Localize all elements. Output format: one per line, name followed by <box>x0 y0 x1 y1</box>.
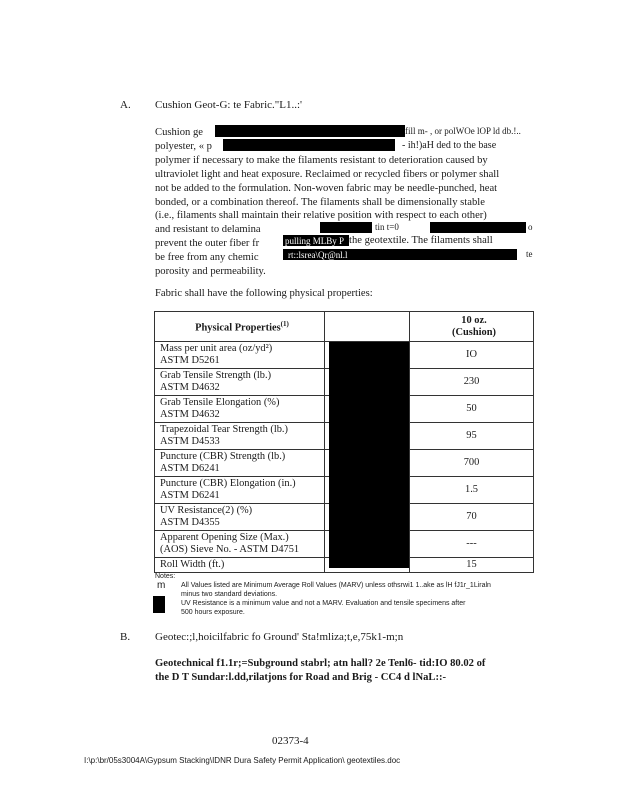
paragraph-line: prevent the outer fiber fr <box>155 238 260 250</box>
property-name-cell <box>155 369 325 396</box>
redaction-block <box>320 222 372 233</box>
note-marker: m <box>157 580 166 591</box>
paragraph-line: and resistant to delamina <box>155 224 261 236</box>
property-test-method: ASTM D4533 <box>160 436 220 447</box>
section-b-line: the D T Sundar:l.dd,rilatjons for Road and Brig - CC4 d lNaL::- <box>155 672 447 683</box>
paragraph-line: be free from any chemic <box>155 252 259 264</box>
property-name: Grab Tensile Elongation (%) <box>160 397 280 408</box>
property-name-cell <box>155 504 325 531</box>
header-spacer <box>325 312 410 342</box>
property-value: IO <box>410 342 534 369</box>
note-line: 500 hours exposure. <box>181 609 245 616</box>
footer-file-path: I:\p:\br/05s3004A\Gypsum Stacking\IDNR Dura Safety Permit Application\ geotextiles.doc <box>84 756 401 765</box>
ocr-fragment: rt::lsrea\Qr@nl.l <box>288 250 348 260</box>
property-test-method: ASTM D4632 <box>160 382 220 393</box>
property-value: 95 <box>410 423 534 450</box>
ocr-fragment: tin t=0 <box>375 222 399 232</box>
property-name-cell <box>155 423 325 450</box>
paragraph-line: polyester, « p <box>155 140 212 152</box>
property-value: 1.5 <box>410 477 534 504</box>
section-a-title: Cushion Geot-G: te Fabric."L1..:' <box>155 99 303 111</box>
properties-intro: Fabric shall have the following physical properties: <box>155 288 373 299</box>
property-value: 15 <box>410 558 534 573</box>
paragraph-line: Cushion ge <box>155 127 203 138</box>
ocr-fragment: the geotextile. The filaments shall <box>349 235 493 246</box>
property-name-cell <box>155 342 325 369</box>
ocr-fragment: - ih!)aH ded to the base <box>402 140 497 151</box>
property-value: 700 <box>410 450 534 477</box>
ocr-fragment: pulling MLBy P <box>285 236 345 246</box>
property-name-cell <box>155 477 325 504</box>
page-number: 02373-4 <box>272 735 309 747</box>
property-name: Roll Width (ft.) <box>160 559 225 570</box>
ocr-fragment: te <box>526 249 533 259</box>
paragraph-line: bonded, or a combination thereof. The filaments shall be dimensionally stable <box>155 196 485 208</box>
section-a-letter: A. <box>120 99 131 111</box>
property-name: Apparent Opening Size (Max.) <box>160 532 289 543</box>
property-name: Mass per unit area (oz/yd²) <box>160 343 273 354</box>
property-test-method: ASTM D6241 <box>160 490 220 501</box>
notes-label: Notes: <box>155 573 176 580</box>
ocr-fragment: o <box>528 222 533 232</box>
redaction-block <box>329 342 409 568</box>
property-name: Trapezoidal Tear Strength (lb.) <box>160 424 288 435</box>
header-cushion: 10 oz. (Cushion) <box>410 312 534 342</box>
property-value: 230 <box>410 369 534 396</box>
section-b-letter: B. <box>120 631 131 643</box>
property-name-cell <box>155 396 325 423</box>
redaction-block <box>153 596 165 613</box>
paragraph-line: ultraviolet light and heat exposure. Reclaimed or recycled fibers or polymer shall <box>155 168 500 180</box>
header-physical-properties: Physical Properties$^{(1)}$ <box>155 312 325 342</box>
redaction-block <box>223 139 395 151</box>
table-header-row <box>155 312 534 342</box>
property-name-cell <box>155 450 325 477</box>
paragraph-line: not be added to the formulation. Non-woven fabric may be needle-punched, heat <box>155 182 498 194</box>
property-test-method: ASTM D6241 <box>160 463 220 474</box>
section-b-title: Geotec:;l,hoicilfabric fo Ground' Sta!mliza;t,e,75k1-m;n <box>155 631 404 643</box>
property-value: 50 <box>410 396 534 423</box>
note-line: minus two standard deviations. <box>181 591 278 598</box>
paragraph-line: polymer if necessary to make the filaments resistant to deterioration caused by <box>155 154 488 166</box>
property-name: Puncture (CBR) Strength (lb.) <box>160 451 286 462</box>
note-line: UV Resistance is a minimum value and not a MARV. Evaluation and tensile specimens after <box>181 600 466 607</box>
redaction-block <box>430 222 526 233</box>
property-name-cell <box>155 531 325 558</box>
note-line: All Values listed are Minimum Average Roll Values (MARV) unless othsrwi1 1..ake as lH fJ1r_1Liraln <box>181 582 491 589</box>
property-test-method: ASTM D5261 <box>160 355 220 366</box>
property-test-method: ASTM D4632 <box>160 409 220 420</box>
property-value: --- <box>410 531 534 558</box>
property-name: Grab Tensile Strength (lb.) <box>160 370 272 381</box>
property-name: Puncture (CBR) Elongation (in.) <box>160 478 296 489</box>
paragraph-line: porosity and permeability. <box>155 266 266 278</box>
section-b-line: Geotechnical f1.1r;=Subground stabrl; atn hall? 2e Tenl6- tid:IO 80.02 of <box>155 658 486 669</box>
paragraph-line: (i.e., filaments shall maintain their relative position with respect to each other) <box>155 210 487 222</box>
ocr-fragment: fill m- , or polWOe lOP ld db.!.. <box>405 126 521 136</box>
property-value: 70 <box>410 504 534 531</box>
redaction-block <box>215 125 405 137</box>
property-name-cell <box>155 558 325 573</box>
property-test-method: (AOS) Sieve No. - ASTM D4751 <box>160 544 300 555</box>
property-test-method: ASTM D4355 <box>160 517 220 528</box>
property-name: UV Resistance(2) (%) <box>160 505 253 516</box>
